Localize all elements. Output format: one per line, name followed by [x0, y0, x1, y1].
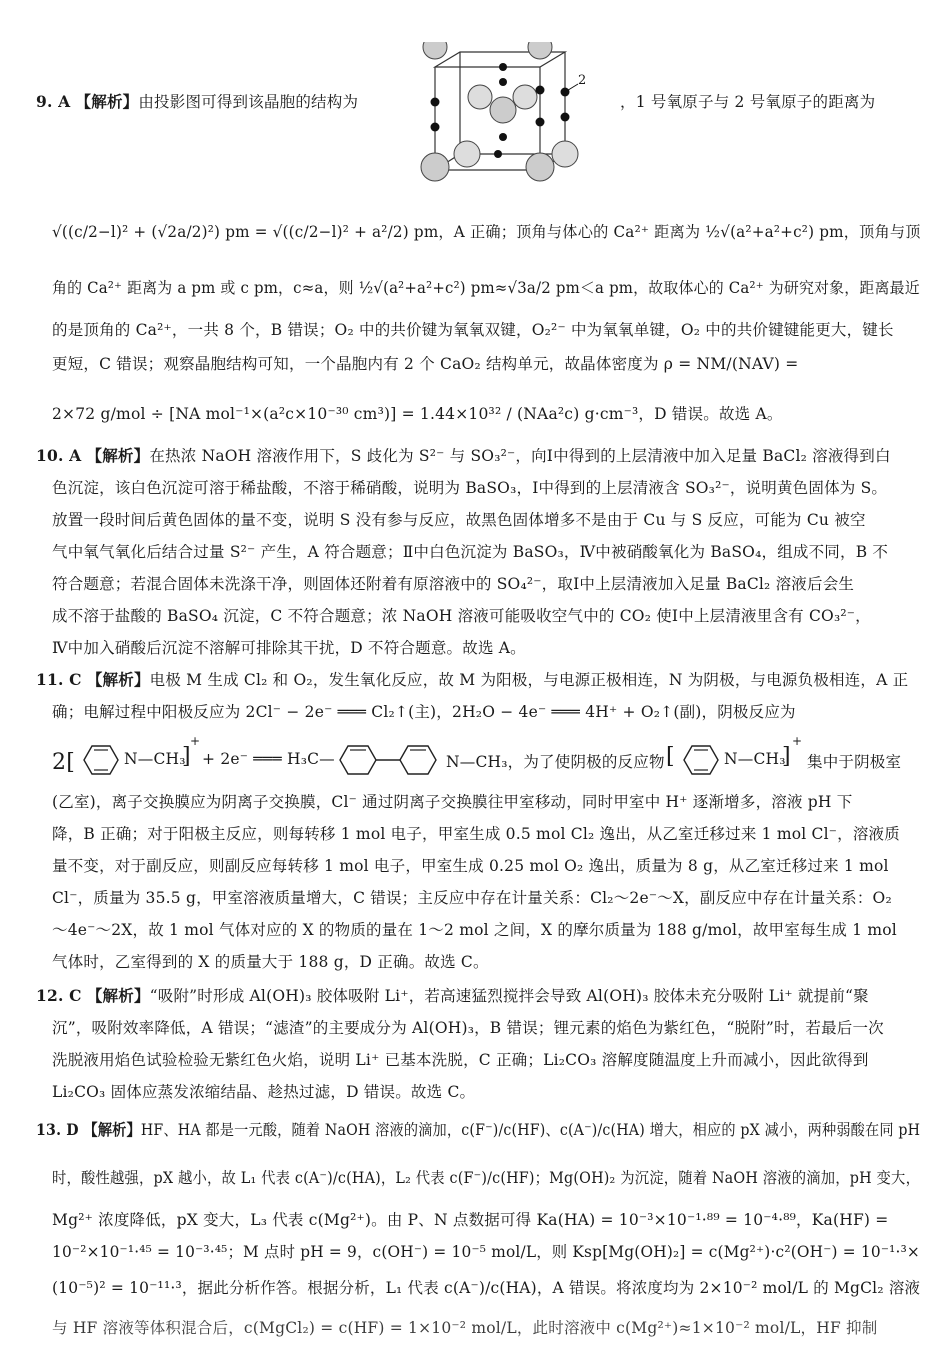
- q13-tag: 【解析】: [83, 1120, 141, 1139]
- q9-line-6: 2×72 g/mol ÷ [NA mol⁻¹×(a²c×10⁻³⁰ cm³)] = 1.44×10³² / (NAa²c) g·cm⁻³，D 错误。故选 A。: [52, 405, 783, 423]
- q9-line-2: √((c/2−l)² + (√2a/2)²) pm = √((c/2−l)² + a²/2) pm，A 正确；顶角与体心的 Ca²⁺ 距离为 ½√(a²+a²+c²) pm，顶角与顶: [52, 223, 921, 241]
- bracket-right-2: ]: [782, 744, 791, 769]
- eq-end: N—CH₃，为了使阴极的反应物: [446, 753, 665, 771]
- eq-tail: 集中于阴极室: [807, 753, 902, 771]
- q9-line-5: 更短，C 错误；观察晶胞结构可知，一个晶胞内有 2 个 CaO₂ 结构单元，故晶体密度为 ρ = NM/(NAV) =: [52, 355, 799, 373]
- q10-label: 10. A: [36, 446, 82, 465]
- eq-middle: + 2e⁻ ═══ H₃C—: [202, 750, 335, 768]
- q11-line-6: Cl⁻，质量为 35.5 g，甲室溶液质量增大，C 错误；主反应中存在计量关系：Cl₂～2e⁻～X，副反应中存在计量关系：O₂: [52, 889, 892, 907]
- eq-methyl-2: N—CH₃: [724, 750, 786, 768]
- q10-line-6: 成不溶于盐酸的 BaSO₄ 沉淀，C 不符合题意；浓 NaOH 溶液可能吸收空气中的 CO₂ 使Ⅰ中上层清液里含有 CO₃²⁻，: [52, 607, 871, 625]
- bracket-left-1: 2[: [52, 750, 75, 775]
- q9-line-4: 的是顶角的 Ca²⁺，一共 8 个，B 错误；O₂ 中的共价键为氧氧双键，O₂²⁻ 中为氧氧单键，O₂ 中的共价键键能更大，键长: [52, 321, 894, 339]
- q13-line-1: [36, 1118, 920, 1140]
- q12-tag: 【解析】: [86, 986, 150, 1005]
- q10-line-4: 气中氧气氧化后结合过量 S²⁻ 产生，A 符合题意；Ⅱ中白色沉淀为 BaSO₃，Ⅳ中被硝酸氧化为 BaSO₄，组成不同，B 不: [52, 543, 889, 561]
- q12-line-2: 沉”，吸附效率降低，A 错误；“滤渣”的主要成分为 Al(OH)₃，B 错误；锂元素的焰色为紫红色，“脱附”时，若最后一次: [52, 1019, 884, 1037]
- q13-line-5: (10⁻⁵)² = 10⁻¹¹·³，据此分析作答。根据分析，L₁ 代表 c(A⁻)/c(HA)，A 错误。将浓度均为 2×10⁻² mol/L 的 MgCl₂ 溶液: [52, 1279, 921, 1297]
- bracket-right-1: ]: [182, 744, 191, 769]
- q9-line-1: [36, 90, 358, 112]
- figure-marker-2: 2: [578, 73, 587, 88]
- q11-line-7: ～4e⁻～2X，故 1 mol 气体对应的 X 的物质的量在 1～2 mol 之间，X 的摩尔质量为 188 g/mol，故甲室每生成 1 mol: [52, 921, 897, 939]
- bracket-left-2: [: [666, 744, 675, 769]
- q12-line-3: 洗脱液用焰色试验检验无紫红色火焰，说明 Li⁺ 已基本洗脱，C 正确；Li₂CO₃ 溶解度随温度上升而减小，因此欲得到: [52, 1051, 869, 1069]
- q11-line-8: 气体时，乙室得到的 X 的质量大于 188 g，D 正确。故选 C。: [52, 953, 489, 971]
- q11-line-3: (乙室)，离子交换膜应为阴离子交换膜，Cl⁻ 通过阴离子交换膜往甲室移动，同时甲室中 H⁺ 逐渐增多，溶液 pH 下: [52, 793, 853, 811]
- q11-line-2: 确；电解过程中阳极反应为 2Cl⁻ − 2e⁻ ═══ Cl₂↑(主)，2H₂O − 4e⁻ ═══ 4H⁺ + O₂↑(副)，阴极反应为: [52, 703, 796, 721]
- q12-line-4: Li₂CO₃ 固体应蒸发浓缩结晶、趁热过滤，D 错误。故选 C。: [52, 1083, 476, 1101]
- q13-line-2: 时，酸性越强，pX 越小，故 L₁ 代表 c(A⁻)/c(HA)，L₂ 代表 c(F⁻)/c(HF)；Mg(OH)₂ 为沉淀，随着 NaOH 溶液的滴加，pH 变大，: [52, 1169, 921, 1187]
- q9-text-a: 由投影图可得到该晶胞的结构为: [138, 93, 359, 111]
- q13-line-3: Mg²⁺ 浓度降低，pX 变大，L₃ 代表 c(Mg²⁺)。由 P、N 点数据可得 Ka(HA) = 10⁻³×10⁻¹·⁸⁹ = 10⁻⁴·⁸⁹，Ka(HF) =: [52, 1211, 889, 1229]
- q10-line-5: 符合题意；若混合固体未洗涤干净，则固体还附着有原溶液中的 SO₄²⁻，取Ⅰ中上层清液加入足量 BaCl₂ 溶液后会生: [52, 575, 855, 593]
- q11-line-4: 降，B 正确；对于阳极主反应，则每转移 1 mol 电子，甲室生成 0.5 mol Cl₂ 逸出，从乙室迁移过来 1 mol Cl⁻，溶液质: [52, 825, 900, 843]
- q11-tag: 【解析】: [86, 670, 150, 689]
- q13-line-4: 10⁻²×10⁻¹·⁴⁵ = 10⁻³·⁴⁵；M 点时 pH = 9，c(OH⁻) = 10⁻⁵ mol/L，则 Ksp[Mg(OH)₂] = c(Mg²⁺)·c²(OH⁻) = 10⁻¹·³×: [52, 1243, 920, 1261]
- q10-line-2: 色沉淀，该白色沉淀可溶于稀盐酸，不溶于稀硝酸，说明为 BaSO₃，Ⅰ中得到的上层清液含 SO₃²⁻，说明黄色固体为 S。: [52, 479, 888, 497]
- q10-line-3: 放置一段时间后黄色固体的量不变，说明 S 没有参与反应，故黑色固体增多不是由于 Cu 与 S 反应，可能为 Cu 被空: [52, 511, 866, 529]
- q12-label: 12. C: [36, 986, 82, 1005]
- q10-text-0: 在热浓 NaOH 溶液作用下，S 歧化为 S²⁻ 与 SO₃²⁻，向Ⅰ中得到的上层清液中加入足量 BaCl₂ 溶液得到白: [149, 447, 891, 465]
- q9-line-3: 角的 Ca²⁺ 距离为 a pm 或 c pm，c≈a，则 ½√(a²+a²+c²) pm≈√3a/2 pm＜a pm，故取体心的 Ca²⁺ 为研究对象，距离最近: [52, 279, 920, 297]
- q12-text-0: “吸附”时形成 Al(OH)₃ 胶体吸附 Li⁺，若高速猛烈搅拌会导致 Al(OH)₃ 胶体未充分吸附 Li⁺ 就提前“聚: [149, 987, 869, 1005]
- q9-tag: 【解析】: [75, 92, 139, 111]
- q10-line-7: Ⅳ中加入硝酸后沉淀不溶解可排除其干扰，D 不符合题意。故选 A。: [52, 639, 526, 657]
- bipyridine-icon: [336, 740, 444, 780]
- q11-label: 11. C: [36, 670, 82, 689]
- q9-label: 9. A: [36, 92, 71, 111]
- eq-charge-2: +: [792, 734, 803, 748]
- q11-line-1: [36, 668, 908, 690]
- q12-line-1: [36, 984, 869, 1006]
- q13-label: 13. D: [36, 1120, 79, 1139]
- eq-charge-1: +: [190, 734, 201, 748]
- eq-methyl-1: N—CH₃: [124, 750, 186, 768]
- q13-line-6-cutoff: 与 HF 溶液等体积混合后，c(MgCl₂) = c(HF) = 1×10⁻² mol/L，此时溶液中 c(Mg²⁺)≈1×10⁻² mol/L，HF 抑制: [52, 1319, 878, 1337]
- crystal-cell-figure: [415, 42, 585, 192]
- q11-text-1: 电极 M 生成 Cl₂ 和 O₂，发生氧化反应，故 M 为阳极，与电源正极相连，N 为阴极，与电源负极相连，A 正: [149, 671, 909, 689]
- pyridine-ring-icon-2: [676, 740, 722, 780]
- q11-line-5: 量不变，对于副反应，则副反应每转移 1 mol 电子，甲室生成 0.25 mol O₂ 逸出，质量为 8 g，从乙室迁移过来 1 mol: [52, 857, 889, 875]
- pyridine-ring-icon: [76, 740, 122, 780]
- q13-text-1: HF、HA 都是一元酸，随着 NaOH 溶液的滴加，c(F⁻)/c(HF)、c(A⁻)/c(HA) 增大，相应的 pX 减小，两种弱酸在同 pH: [140, 1121, 921, 1139]
- q10-line-1: [36, 444, 891, 466]
- q10-tag: 【解析】: [86, 446, 150, 465]
- q9-line-1b: ，1 号氧原子与 2 号氧原子的距离为: [620, 93, 876, 111]
